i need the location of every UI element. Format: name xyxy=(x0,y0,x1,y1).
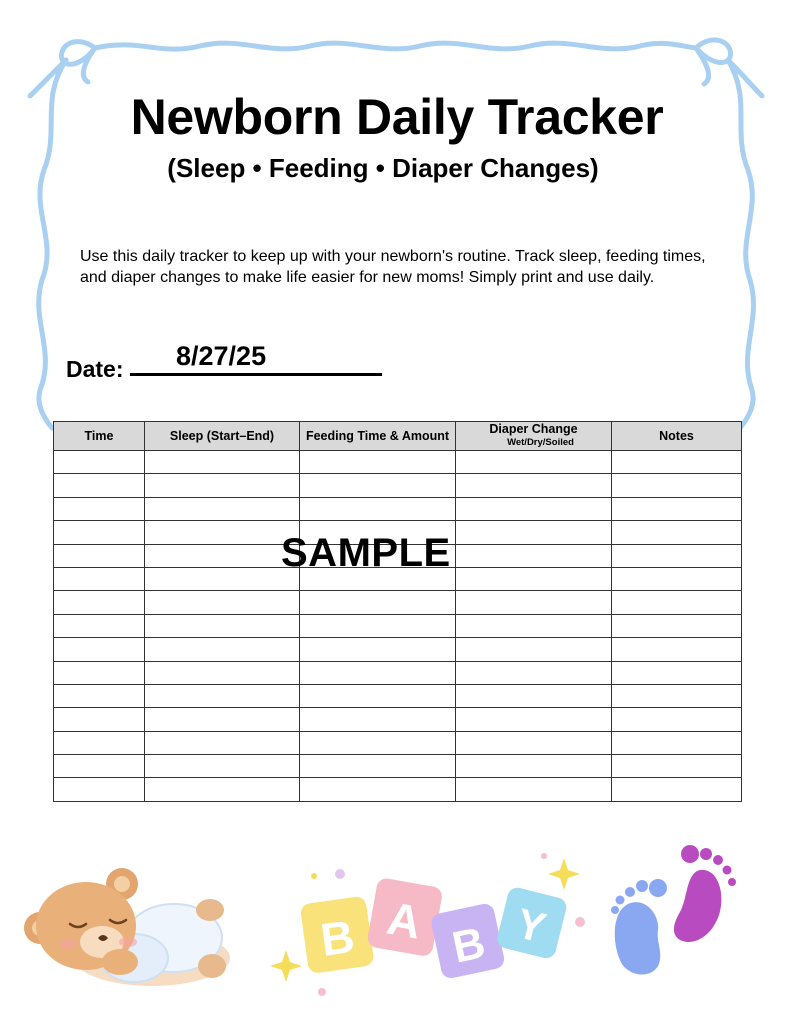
sleep-cell xyxy=(145,474,300,497)
time-cell xyxy=(54,567,145,590)
diaper-cell xyxy=(456,661,612,684)
block-letter-b1: B xyxy=(317,909,358,966)
feeding-cell xyxy=(300,778,456,801)
block-letter-y: Y xyxy=(511,899,551,952)
block-letter-a: A xyxy=(383,891,426,949)
table-row xyxy=(54,614,742,637)
table-row xyxy=(54,755,742,778)
diaper-cell xyxy=(456,591,612,614)
diaper-cell xyxy=(456,544,612,567)
header-time: Time xyxy=(54,422,145,451)
header-diaper xyxy=(456,422,612,451)
feeding-cell xyxy=(300,497,456,520)
diaper-cell xyxy=(456,638,612,661)
sleep-cell xyxy=(145,544,300,567)
notes-cell xyxy=(612,451,742,474)
header-sleep: Sleep (Start–End) xyxy=(145,422,300,451)
sleeping-bear-icon xyxy=(24,862,234,992)
diaper-cell xyxy=(456,755,612,778)
time-cell xyxy=(54,755,145,778)
header-diaper-label: Diaper Change xyxy=(489,422,578,436)
notes-cell xyxy=(612,521,742,544)
feeding-cell xyxy=(300,638,456,661)
sleep-cell xyxy=(145,567,300,590)
table-header-row xyxy=(54,422,742,451)
time-cell xyxy=(54,474,145,497)
block-letter-b2: B xyxy=(448,918,490,973)
diaper-cell xyxy=(456,567,612,590)
diaper-cell xyxy=(456,684,612,707)
table-row xyxy=(54,708,742,731)
notes-cell xyxy=(612,684,742,707)
feeding-cell xyxy=(300,614,456,637)
feeding-cell xyxy=(300,661,456,684)
table-row xyxy=(54,474,742,497)
time-cell xyxy=(54,614,145,637)
feeding-cell xyxy=(300,755,456,778)
notes-cell xyxy=(612,567,742,590)
page-title: Newborn Daily Tracker xyxy=(130,89,664,145)
table-row xyxy=(54,591,742,614)
table-row xyxy=(54,661,742,684)
baby-footprints-icon xyxy=(606,842,742,982)
header-diaper-sub: Wet/Dry/Soiled xyxy=(507,437,574,448)
feeding-cell xyxy=(300,708,456,731)
sleep-cell xyxy=(145,638,300,661)
sleep-cell xyxy=(145,591,300,614)
sleep-cell xyxy=(145,755,300,778)
feeding-cell xyxy=(300,684,456,707)
diaper-cell xyxy=(456,614,612,637)
diaper-cell xyxy=(456,731,612,754)
sleep-cell xyxy=(145,778,300,801)
notes-cell xyxy=(612,778,742,801)
sleep-cell xyxy=(145,708,300,731)
notes-cell xyxy=(612,544,742,567)
diaper-cell xyxy=(456,497,612,520)
notes-cell xyxy=(612,497,742,520)
header-notes: Notes xyxy=(612,422,742,451)
page-subtitle: (Sleep • Feeding • Diaper Changes) xyxy=(167,153,599,183)
time-cell xyxy=(54,591,145,614)
table-row xyxy=(54,451,742,474)
notes-cell xyxy=(612,638,742,661)
table-row xyxy=(54,638,742,661)
sample-watermark: SAMPLE xyxy=(281,531,451,575)
date-underline xyxy=(130,373,382,376)
baby-blocks-icon xyxy=(266,850,596,1000)
diaper-cell xyxy=(456,451,612,474)
intro-text: Use this daily tracker to keep up with your newborn's routine. Track sleep, feeding times, and diaper changes to make life easier for new moms! Simply print and use daily. xyxy=(80,248,706,286)
feeding-cell xyxy=(300,451,456,474)
header-feeding: Feeding Time & Amount xyxy=(300,422,456,451)
diaper-cell xyxy=(456,778,612,801)
sleep-cell xyxy=(145,451,300,474)
sleep-cell xyxy=(145,731,300,754)
time-cell xyxy=(54,521,145,544)
notes-cell xyxy=(612,708,742,731)
table-row xyxy=(54,778,742,801)
time-cell xyxy=(54,661,145,684)
feeding-cell xyxy=(300,731,456,754)
notes-cell xyxy=(612,474,742,497)
notes-cell xyxy=(612,755,742,778)
time-cell xyxy=(54,451,145,474)
tracker-body xyxy=(54,451,742,802)
feeding-cell xyxy=(300,591,456,614)
notes-cell xyxy=(612,731,742,754)
sleep-cell xyxy=(145,684,300,707)
time-cell xyxy=(54,708,145,731)
diaper-cell xyxy=(456,521,612,544)
time-cell xyxy=(54,638,145,661)
time-cell xyxy=(54,684,145,707)
date-value: 8/27/25 xyxy=(176,341,267,371)
diaper-cell xyxy=(456,474,612,497)
time-cell xyxy=(54,731,145,754)
ribbon-border-icon xyxy=(0,0,794,460)
table-row xyxy=(54,684,742,707)
diaper-cell xyxy=(456,708,612,731)
sleep-cell xyxy=(145,497,300,520)
table-row xyxy=(54,731,742,754)
notes-cell xyxy=(612,661,742,684)
feeding-cell xyxy=(300,474,456,497)
notes-cell xyxy=(612,614,742,637)
time-cell xyxy=(54,544,145,567)
sleep-cell xyxy=(145,614,300,637)
sleep-cell xyxy=(145,521,300,544)
time-cell xyxy=(54,778,145,801)
time-cell xyxy=(54,497,145,520)
sleep-cell xyxy=(145,661,300,684)
notes-cell xyxy=(612,591,742,614)
tracker-table xyxy=(53,421,742,802)
table-row xyxy=(54,497,742,520)
date-label: Date: xyxy=(66,356,124,382)
